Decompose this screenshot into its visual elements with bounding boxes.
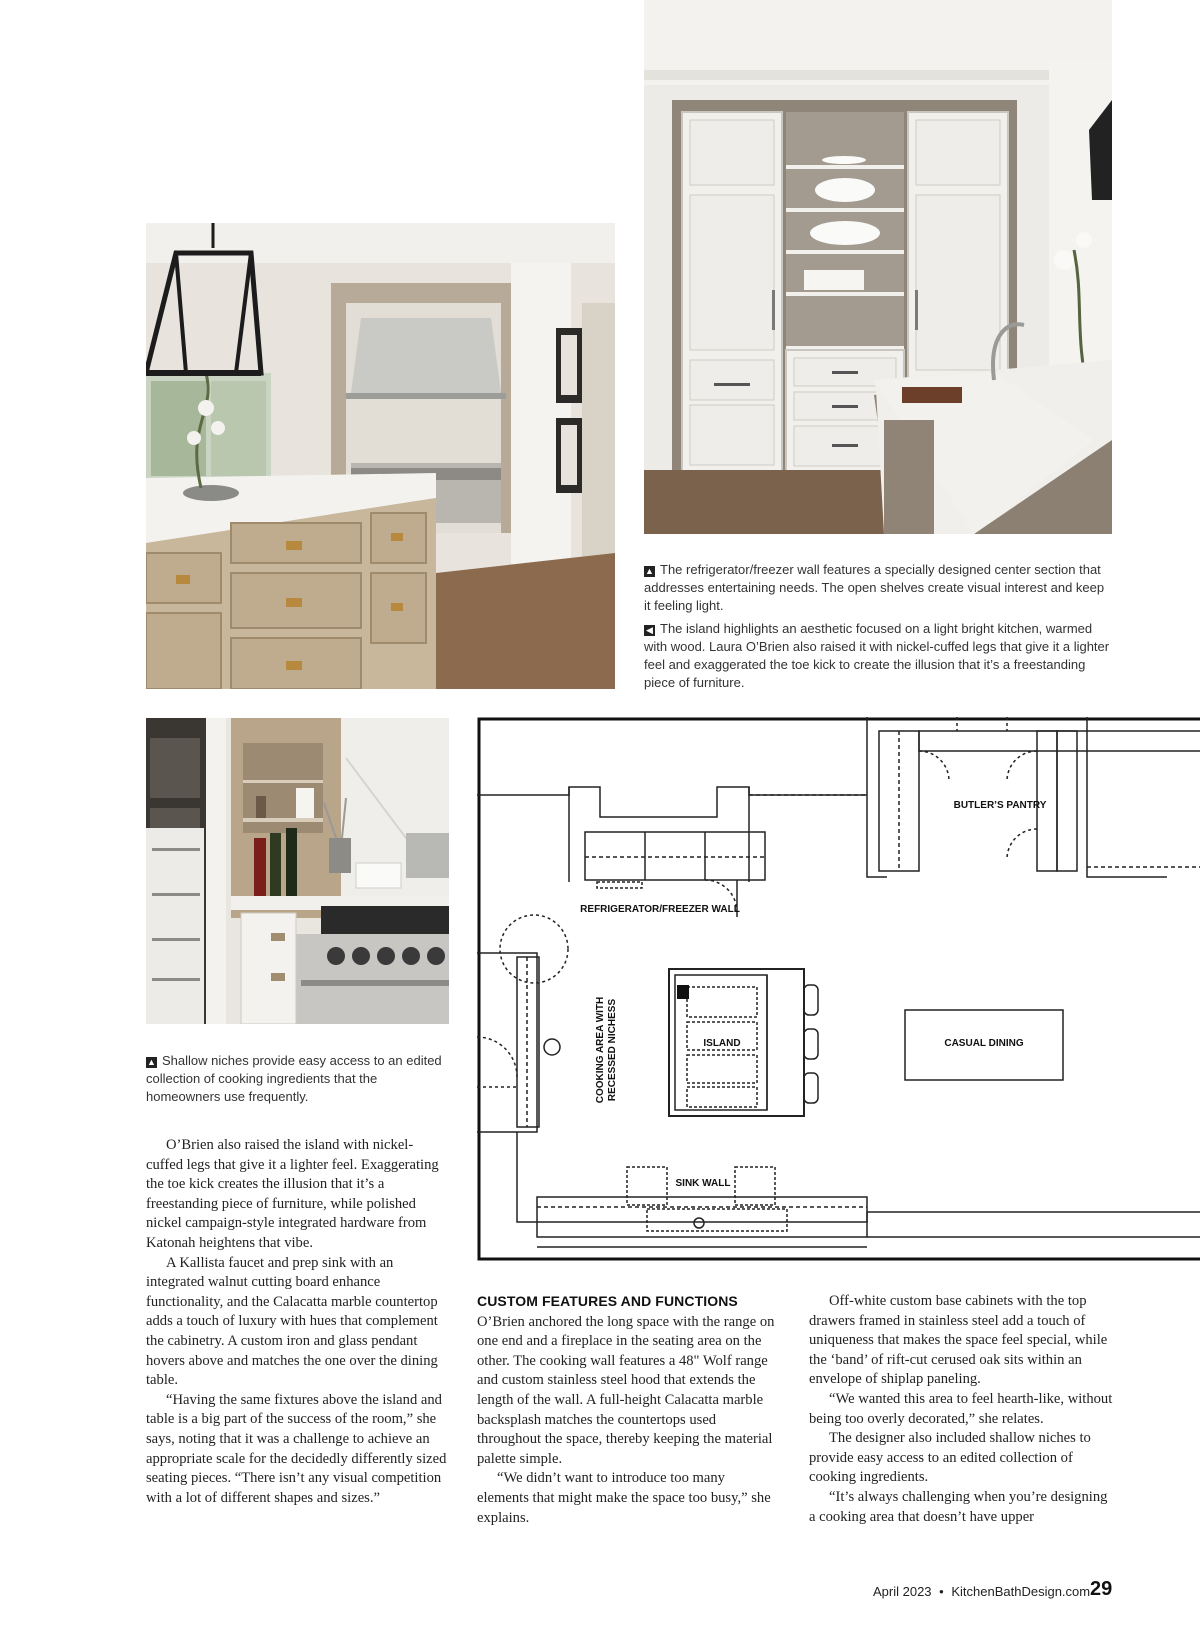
footer-separator: • xyxy=(939,1584,944,1599)
paragraph: Off-white custom base cabinets with the top drawers framed in stainless steel add a touch of uniqueness that makes the space feel special, while the ‘band’ of rift-cut cerused oak sits within an envelope of shiplap paneling. xyxy=(809,1293,1108,1388)
section-heading: CUSTOM FEATURES AND FUNCTIONS xyxy=(477,1293,738,1309)
caption-island xyxy=(644,620,1114,692)
article-column-3 xyxy=(809,1292,1113,1527)
arrow-up-icon: ▲ xyxy=(645,566,654,576)
caption-left xyxy=(146,1052,446,1111)
paragraph: “We wanted this area to feel hearth-like, without being too overly decorated,” she relates. xyxy=(809,1390,1113,1427)
caption-island-text: The island highlights an aesthetic focused on a light bright kitchen, warmed with wood. Laura O’Brien also raised it with nickel-cuffed legs that give it a lighter feel and exaggerated the toe kick to create the illusion that it’s a freestanding piece of furniture. xyxy=(644,621,1110,690)
article-column-2 xyxy=(477,1292,780,1528)
arrow-left-icon: ◀ xyxy=(644,625,655,636)
label-cooking-area-line1: COOKING AREA WITH xyxy=(595,996,606,1104)
paragraph: A Kallista faucet and prep sink with an integrated walnut cutting board enhance functionality, and the Calacatta marble countertop adds a touch of luxury with hues that complement the cabinetry. A custom iron and glass pendant hovers above and matches the one over the dining table. xyxy=(146,1254,438,1389)
label-sink-wall: SINK WALL xyxy=(675,1178,731,1189)
label-butlers-pantry: BUTLER’S PANTRY xyxy=(953,800,1047,811)
paragraph: O’Brien anchored the long space with the range on one end and a fireplace in the seating area on the other. The cooking wall features a 48" Wolf range and custom stainless steel hood that extends the length of the wall. A full-height Calacatta marble backsplash matches the countertops used throughout the space, thereby keeping the material palette simple. xyxy=(477,1313,775,1467)
paragraph: “Having the same fixtures above the island and table is a big part of the success of the room,” she says, noting that it was a challenge to achieve an appropriate scale for the decidedly differently sized seating pieces. “There isn’t any visual competition with a lot of different shapes and sizes.” xyxy=(146,1391,447,1506)
footer-issue: April 2023 xyxy=(873,1584,932,1599)
caption-niches-text: Shallow niches provide easy access to an edited collection of cooking ingredients that the homeowners use frequently. xyxy=(146,1053,442,1104)
label-island: ISLAND xyxy=(703,1038,741,1049)
label-refrigerator-freezer-wall: REFRIGERATOR/FREEZER WALL xyxy=(580,904,740,915)
label-casual-dining: CASUAL DINING xyxy=(944,1038,1024,1049)
caption-fridge-wall-text: The refrigerator/freezer wall features a specially designed center section that addresses entertaining needs. The open shelves create visual interest and keep it feeling light. xyxy=(644,562,1105,613)
caption-fridge-wall xyxy=(644,561,1114,615)
photo-shallow-niches xyxy=(146,718,449,1024)
paragraph: “It’s always challenging when you’re designing a cooking area that doesn’t have upper xyxy=(809,1488,1108,1525)
floor-plan xyxy=(477,717,1200,1263)
paragraph: The designer also included shallow niches to provide easy access to an edited collection of cooking ingredients. xyxy=(809,1430,1091,1486)
page-footer xyxy=(873,1584,1090,1599)
footer-site: KitchenBathDesign.com xyxy=(951,1584,1091,1599)
paragraph: O’Brien also raised the island with nickel-cuffed legs that give it a lighter feel. Exaggerating the toe kick creates the illusion that it’s a freestanding piece of furniture, while polished nickel campaign-style integrated hardware from Katonah heightens that vibe. xyxy=(146,1137,439,1251)
paragraph: “We didn’t want to introduce too many elements that might make the space too busy,” she explains. xyxy=(477,1470,771,1526)
label-cooking-area-line2: RECESSED NICHESS xyxy=(607,998,618,1102)
arrow-up-icon: ▲ xyxy=(147,1057,156,1067)
article-column-1 xyxy=(146,1136,449,1508)
page-number: 29 xyxy=(1090,1578,1113,1600)
caption-right xyxy=(644,561,1114,697)
photo-refrigerator-wall xyxy=(644,0,1112,534)
photo-kitchen-island xyxy=(146,223,615,689)
